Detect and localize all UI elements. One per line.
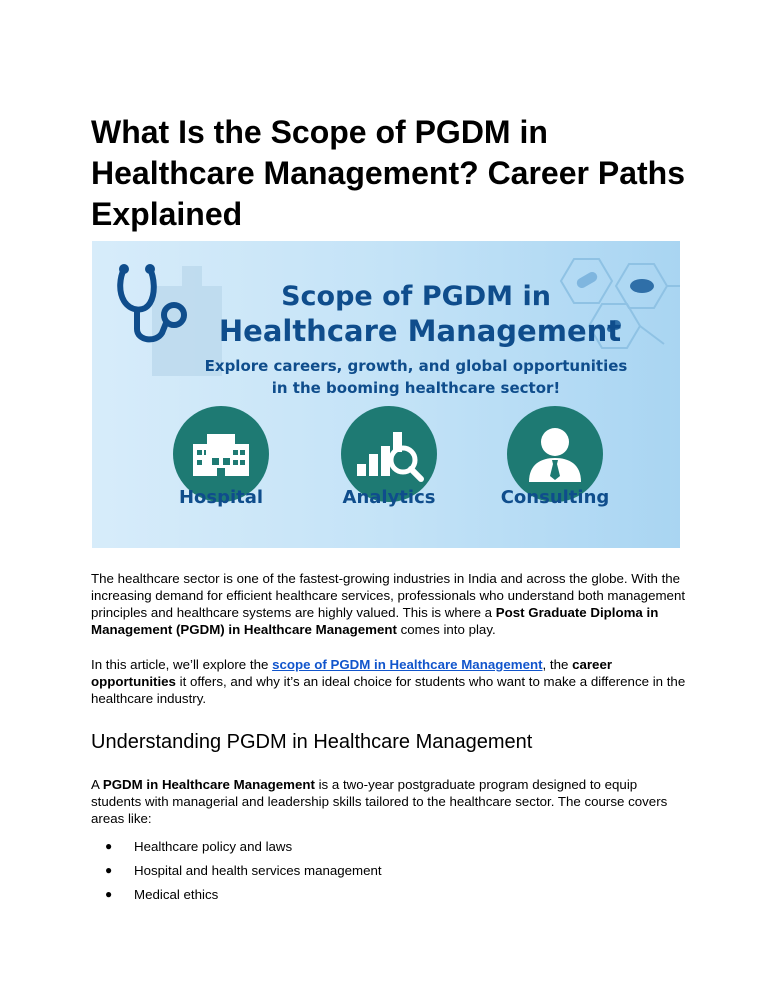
article-text-mid: , the (542, 657, 573, 672)
pgdm-text: A (91, 777, 103, 792)
article-text-end: it offers, and why it’s an ideal choice for students who want to make a difference in the healthcare industry. (91, 674, 686, 706)
bullet-icon: ● (105, 887, 113, 901)
bullet-icon: ● (105, 839, 113, 853)
banner-title-line2: Healthcare Management (218, 314, 622, 348)
intro-text-end: comes into play. (396, 622, 496, 637)
intro-bold: Post Graduate Diploma in Management (PGDM) in Healthcare Management (91, 605, 659, 637)
page-title: What Is the Scope of PGDM in Healthcare Management? Career Paths Explained (91, 114, 685, 232)
list-item (91, 886, 651, 910)
list-item-text: Healthcare policy and laws (134, 839, 293, 854)
label-hospital: Hospital (178, 487, 264, 508)
banner-title-line1: Scope of PGDM in (281, 281, 551, 312)
section-heading: Understanding PGDM in Healthcare Management (91, 731, 533, 753)
course-list (91, 838, 651, 910)
intro-text: The healthcare sector is one of the fastest-growing industries in India and across the globe. With the increasing demand for efficient healthcare services, professionals who understand both management principles and healthcare systems are highly valued. This is where a (91, 571, 686, 620)
pgdm-text-end: is a two-year postgraduate program designed to equip students with managerial and leadership skills tailored to the healthcare sector. The course covers areas like: (91, 777, 668, 826)
banner-subtitle-line1: Explore careers, growth, and global opportunities (204, 357, 628, 375)
banner-subtitle-line2: in the booming healthcare sector! (271, 379, 561, 397)
list-item (91, 838, 651, 862)
bullet-icon: ● (105, 863, 113, 877)
article-text: In this article, we’ll explore the (91, 657, 273, 672)
list-item (91, 862, 651, 886)
list-item-text: Medical ethics (134, 887, 219, 902)
intro-paragraph (91, 570, 691, 638)
scope-link[interactable]: scope of PGDM in Healthcare Management (272, 657, 543, 672)
list-item-text: Hospital and health services management (134, 863, 382, 878)
label-analytics: Analytics (342, 487, 436, 508)
article-paragraph (91, 656, 691, 707)
pgdm-paragraph (91, 776, 691, 827)
pgdm-bold: PGDM in Healthcare Management (102, 777, 315, 792)
label-consulting: Consulting (500, 487, 610, 508)
career-bold: career opportunities (91, 657, 613, 689)
banner-image (92, 241, 680, 548)
